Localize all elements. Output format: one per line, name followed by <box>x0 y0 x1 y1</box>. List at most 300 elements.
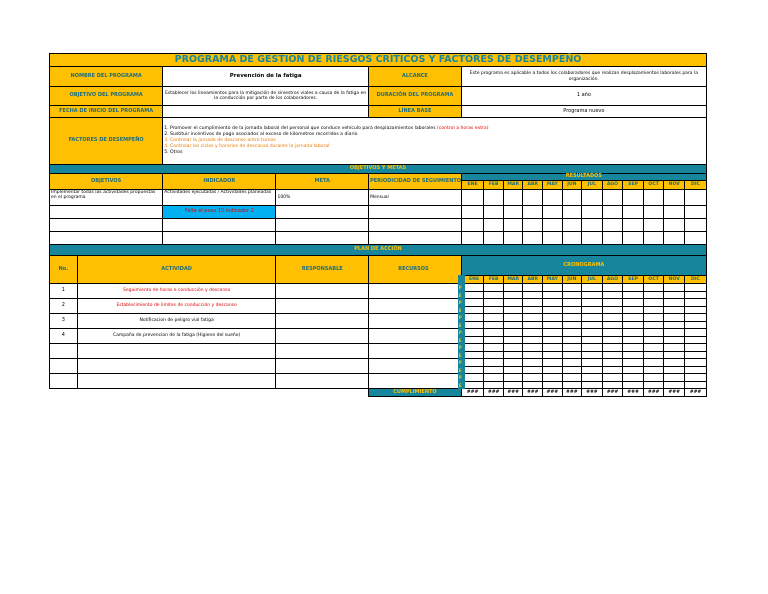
resultado-cell[interactable] <box>685 206 707 219</box>
objetivo-cell[interactable] <box>50 219 163 232</box>
resultado-cell[interactable] <box>582 219 603 232</box>
resultado-cell[interactable] <box>484 232 504 245</box>
cronograma-cell[interactable] <box>458 314 484 322</box>
plan-p-label: P <box>458 285 462 290</box>
resultados-month-sep: SEP <box>623 181 644 190</box>
periodicidad-cell[interactable] <box>369 232 462 245</box>
cronograma-cell[interactable] <box>523 321 543 329</box>
periodicidad-cell[interactable] <box>369 219 462 232</box>
resultado-cell[interactable] <box>484 190 504 206</box>
cronograma-cell[interactable] <box>543 374 563 382</box>
cronograma-cell[interactable] <box>602 329 623 337</box>
cronograma-month-abr: ABR <box>523 276 543 284</box>
recursos-cell[interactable] <box>369 359 462 374</box>
cronograma-cell[interactable] <box>643 299 664 307</box>
plan-p-label: P <box>458 315 462 320</box>
cronograma-cell[interactable] <box>685 321 707 329</box>
cronograma-cell[interactable] <box>623 366 644 374</box>
cronograma-cell[interactable] <box>503 374 523 382</box>
cronograma-cell[interactable] <box>543 306 563 314</box>
resultado-cell[interactable] <box>582 206 603 219</box>
activity-number: 3 <box>50 314 78 329</box>
resultado-cell[interactable] <box>543 232 563 245</box>
cronograma-cell[interactable] <box>582 336 603 344</box>
meta-cell[interactable] <box>276 206 369 219</box>
resultado-cell[interactable] <box>664 232 685 245</box>
pending-note[interactable]: Falta el paso 10 indicador 2 <box>163 206 276 219</box>
resultado-cell[interactable] <box>602 219 623 232</box>
cronograma-cell[interactable] <box>623 344 644 352</box>
cronograma-cell[interactable] <box>484 351 504 359</box>
cronograma-cell[interactable] <box>685 329 707 337</box>
header-objetivos: OBJETIVOS <box>50 174 163 190</box>
cumplimiento-value: ### <box>623 389 644 397</box>
cronograma-cell[interactable] <box>458 284 484 292</box>
plan-e-label: E <box>458 337 462 343</box>
cronograma-cell[interactable] <box>458 336 484 344</box>
cronograma-cell[interactable] <box>458 351 484 359</box>
meta-cell[interactable] <box>276 232 369 245</box>
cronograma-cell[interactable] <box>643 344 664 352</box>
cronograma-cell[interactable] <box>643 359 664 367</box>
factores-list <box>164 126 705 156</box>
cronograma-cell[interactable] <box>643 381 664 389</box>
resultado-cell[interactable] <box>543 190 563 206</box>
activity-number: 4 <box>50 329 78 344</box>
cronograma-cell[interactable] <box>582 291 603 299</box>
cronograma-cell[interactable] <box>685 366 707 374</box>
recursos-cell[interactable] <box>369 284 462 299</box>
cronograma-cell[interactable] <box>484 359 504 367</box>
cronograma-cell[interactable] <box>484 306 504 314</box>
cronograma-cell[interactable] <box>664 321 685 329</box>
cumplimiento-value: ### <box>503 389 523 397</box>
plan-e-label: E <box>458 367 462 373</box>
cronograma-cell[interactable] <box>602 299 623 307</box>
cronograma-cell[interactable] <box>484 314 504 322</box>
cronograma-cell[interactable] <box>562 336 582 344</box>
cronograma-cell[interactable] <box>623 321 644 329</box>
indicador-cell[interactable] <box>163 219 276 232</box>
cronograma-cell[interactable] <box>664 284 685 292</box>
cumplimiento-value: ### <box>562 389 582 397</box>
cronograma-cell[interactable] <box>562 374 582 382</box>
resultado-cell[interactable] <box>685 232 707 245</box>
cronograma-cell[interactable] <box>523 306 543 314</box>
cronograma-cell[interactable] <box>458 344 484 352</box>
resultados-month-ene: ENE <box>461 181 484 190</box>
cronograma-cell[interactable] <box>643 291 664 299</box>
cronograma-cell[interactable] <box>685 359 707 367</box>
resultado-cell[interactable] <box>602 190 623 206</box>
cronograma-cell[interactable] <box>602 314 623 322</box>
responsable-cell[interactable] <box>276 359 369 374</box>
cronograma-cell[interactable] <box>562 366 582 374</box>
meta-cell[interactable] <box>276 219 369 232</box>
cronograma-cell[interactable] <box>602 351 623 359</box>
cumplimiento-value: ### <box>602 389 623 397</box>
cronograma-cell[interactable] <box>484 299 504 307</box>
cronograma-cell[interactable] <box>685 374 707 382</box>
resultado-cell[interactable] <box>461 190 484 206</box>
cronograma-cell[interactable] <box>484 366 504 374</box>
cronograma-cell[interactable] <box>602 336 623 344</box>
resultado-cell[interactable] <box>602 206 623 219</box>
cronograma-cell[interactable] <box>685 291 707 299</box>
cronograma-month-dic: DIC <box>685 276 707 284</box>
cronograma-cell[interactable] <box>602 359 623 367</box>
cronograma-cell[interactable] <box>523 284 543 292</box>
cronograma-cell[interactable] <box>523 329 543 337</box>
activity-name[interactable]: Establecimiento de limites de conducción y descanso <box>77 299 276 314</box>
cronograma-cell[interactable] <box>562 329 582 337</box>
cronograma-cell[interactable] <box>685 336 707 344</box>
cronograma-cell[interactable] <box>664 306 685 314</box>
cronograma-cell[interactable] <box>562 321 582 329</box>
cronograma-cell[interactable] <box>458 321 484 329</box>
cronograma-cell[interactable] <box>602 291 623 299</box>
activity-name[interactable] <box>77 359 276 374</box>
resultados-month-abr: ABR <box>523 181 543 190</box>
header-recursos: RECURSOS <box>369 256 462 284</box>
cronograma-cell[interactable] <box>543 336 563 344</box>
resultado-cell[interactable] <box>543 206 563 219</box>
cronograma-cell[interactable] <box>562 291 582 299</box>
resultado-cell[interactable] <box>623 190 644 206</box>
cronograma-cell[interactable] <box>543 284 563 292</box>
cronograma-cell[interactable] <box>582 284 603 292</box>
cronograma-cell[interactable] <box>458 291 484 299</box>
resultados-month-may: MAY <box>543 181 563 190</box>
resultado-cell[interactable] <box>643 219 664 232</box>
cronograma-cell[interactable] <box>602 374 623 382</box>
cronograma-cell[interactable] <box>503 366 523 374</box>
cronograma-cell[interactable] <box>562 314 582 322</box>
cronograma-cell[interactable] <box>484 381 504 389</box>
resultados-month-nov: NOV <box>664 181 685 190</box>
periodicidad-cell[interactable]: Mensual <box>369 190 462 206</box>
cronograma-cell[interactable] <box>523 314 543 322</box>
cronograma-cell[interactable] <box>543 299 563 307</box>
cronograma-cell[interactable] <box>643 336 664 344</box>
cronograma-cell[interactable] <box>484 344 504 352</box>
periodicidad-cell[interactable] <box>369 206 462 219</box>
cronograma-cell[interactable] <box>484 374 504 382</box>
indicador-cell[interactable] <box>163 232 276 245</box>
cronograma-cell[interactable] <box>503 329 523 337</box>
cronograma-cell[interactable] <box>664 359 685 367</box>
cronograma-cell[interactable] <box>523 381 543 389</box>
header-indicador: INDICADOR <box>163 174 276 190</box>
cronograma-cell[interactable] <box>664 336 685 344</box>
meta-cell[interactable]: 100% <box>276 190 369 206</box>
cronograma-cell[interactable] <box>503 314 523 322</box>
cronograma-cell[interactable] <box>582 314 603 322</box>
cronograma-cell[interactable] <box>543 344 563 352</box>
resultado-cell[interactable] <box>664 219 685 232</box>
factores-label: FACTORES DE DESEMPEÑO <box>50 118 163 165</box>
linea-base-value[interactable]: Programa nuevo <box>461 106 706 118</box>
responsable-cell[interactable] <box>276 374 369 389</box>
indicador-cell[interactable]: Actividades ejecutadas / Actividades planeadas <box>163 190 276 206</box>
cronograma-cell[interactable] <box>523 291 543 299</box>
resultado-cell[interactable] <box>562 206 582 219</box>
cronograma-cell[interactable] <box>582 359 603 367</box>
cronograma-cell[interactable] <box>543 321 563 329</box>
cumplimiento-value: ### <box>582 389 603 397</box>
resultado-cell[interactable] <box>623 206 644 219</box>
cronograma-cell[interactable] <box>623 299 644 307</box>
cronograma-cell[interactable] <box>523 359 543 367</box>
cronograma-cell[interactable] <box>503 306 523 314</box>
cronograma-cell[interactable] <box>664 314 685 322</box>
cronograma-cell[interactable] <box>484 336 504 344</box>
cronograma-cell[interactable] <box>602 306 623 314</box>
resultados-month-dic: DIC <box>685 181 707 190</box>
activity-number <box>50 344 78 359</box>
cronograma-cell[interactable] <box>643 314 664 322</box>
cronograma-cell[interactable] <box>685 306 707 314</box>
cumplimiento-value: ### <box>523 389 543 397</box>
cronograma-cell[interactable] <box>543 314 563 322</box>
cronograma-cell[interactable] <box>562 299 582 307</box>
factores-cell[interactable] <box>163 118 707 165</box>
objetivo-cell[interactable] <box>50 232 163 245</box>
cronograma-cell[interactable] <box>562 359 582 367</box>
resultado-cell[interactable] <box>523 219 543 232</box>
cronograma-cell[interactable] <box>664 299 685 307</box>
cronograma-cell[interactable] <box>562 284 582 292</box>
resultado-cell[interactable] <box>685 219 707 232</box>
cronograma-cell[interactable] <box>582 299 603 307</box>
alcance-value[interactable]: Este programa es aplicable a todos los colaboradores que realizan desplazamientos laborales para la organización. <box>461 67 706 87</box>
cronograma-cell[interactable] <box>543 381 563 389</box>
cronograma-cell[interactable] <box>623 284 644 292</box>
resultado-cell[interactable] <box>643 206 664 219</box>
cronograma-cell[interactable] <box>685 351 707 359</box>
resultado-cell[interactable] <box>503 206 523 219</box>
resultado-cell[interactable] <box>543 219 563 232</box>
cronograma-cell[interactable] <box>503 321 523 329</box>
resultado-cell[interactable] <box>461 206 484 219</box>
cronograma-cell[interactable] <box>582 374 603 382</box>
cronograma-cell[interactable] <box>582 321 603 329</box>
cumplimiento-value: ### <box>543 389 563 397</box>
cronograma-cell[interactable] <box>643 321 664 329</box>
cronograma-cell[interactable] <box>543 359 563 367</box>
cronograma-cell[interactable] <box>643 351 664 359</box>
resultado-cell[interactable] <box>582 232 603 245</box>
resultado-cell[interactable] <box>623 232 644 245</box>
recursos-cell[interactable] <box>369 314 462 329</box>
cronograma-cell[interactable] <box>623 351 644 359</box>
cronograma-cell[interactable] <box>685 344 707 352</box>
cronograma-cell[interactable] <box>543 291 563 299</box>
activity-name[interactable] <box>77 344 276 359</box>
cronograma-cell[interactable] <box>458 329 484 337</box>
cronograma-cell[interactable] <box>664 344 685 352</box>
cronograma-cell[interactable] <box>562 306 582 314</box>
cronograma-cell[interactable] <box>523 374 543 382</box>
resultado-cell[interactable] <box>484 219 504 232</box>
cronograma-cell[interactable] <box>623 306 644 314</box>
cronograma-cell[interactable] <box>484 291 504 299</box>
cronograma-cell[interactable] <box>664 366 685 374</box>
cronograma-cell[interactable] <box>523 351 543 359</box>
responsable-cell[interactable] <box>276 299 369 314</box>
nombre-label: NOMBRE DEL PROGRAMA <box>50 67 163 87</box>
cronograma-cell[interactable] <box>503 359 523 367</box>
resultado-cell[interactable] <box>582 190 603 206</box>
cronograma-cell[interactable] <box>523 344 543 352</box>
cronograma-cell[interactable] <box>623 359 644 367</box>
resultado-cell[interactable] <box>643 232 664 245</box>
cronograma-cell[interactable] <box>458 381 484 389</box>
cronograma-cell[interactable] <box>582 329 603 337</box>
cronograma-cell[interactable] <box>503 291 523 299</box>
cronograma-cell[interactable] <box>643 329 664 337</box>
resultado-cell[interactable] <box>503 190 523 206</box>
cronograma-cell[interactable] <box>582 381 603 389</box>
cronograma-cell[interactable] <box>664 291 685 299</box>
cronograma-cell[interactable] <box>685 314 707 322</box>
responsable-cell[interactable] <box>276 344 369 359</box>
cronograma-cell[interactable] <box>602 381 623 389</box>
activity-name[interactable]: Campaña de prevencion de la fatiga (Higiene del sueño) <box>77 329 276 344</box>
cronograma-cell[interactable] <box>523 366 543 374</box>
recursos-cell[interactable] <box>369 374 462 389</box>
resultado-cell[interactable] <box>685 190 707 206</box>
cronograma-cell[interactable] <box>503 284 523 292</box>
plan-e-label: E <box>458 322 462 328</box>
cronograma-cell[interactable] <box>562 351 582 359</box>
cronograma-cell[interactable] <box>602 344 623 352</box>
cronograma-cell[interactable] <box>685 299 707 307</box>
objetivo-cell[interactable]: Implementar todas las actividades propuestas en el programa <box>50 190 163 206</box>
cronograma-cell[interactable] <box>685 381 707 389</box>
objetivo-cell[interactable] <box>50 206 163 219</box>
alcance-label: ALCANCE <box>369 67 462 87</box>
factor-text: 3. Controlar la jornada de descanso entre turnos <box>164 138 276 144</box>
cronograma-cell[interactable] <box>623 329 644 337</box>
resultado-cell[interactable] <box>623 219 644 232</box>
activity-name[interactable]: Seguimiento de horas e conducción y descanso <box>77 284 276 299</box>
cronograma-cell[interactable] <box>543 366 563 374</box>
resultado-cell[interactable] <box>503 219 523 232</box>
cronograma-cell[interactable] <box>643 374 664 382</box>
cronograma-cell[interactable] <box>503 351 523 359</box>
cronograma-cell[interactable] <box>664 351 685 359</box>
recursos-cell[interactable] <box>369 329 462 344</box>
resultado-cell[interactable] <box>562 190 582 206</box>
recursos-cell[interactable] <box>369 344 462 359</box>
nombre-value[interactable]: Prevención de la fatiga <box>163 67 369 87</box>
duracion-value[interactable]: 1 año <box>461 87 706 106</box>
cronograma-cell[interactable] <box>602 366 623 374</box>
resultado-cell[interactable] <box>484 206 504 219</box>
cronograma-cell[interactable] <box>562 381 582 389</box>
cronograma-cell[interactable] <box>623 291 644 299</box>
cronograma-cell[interactable] <box>503 344 523 352</box>
resultados-month-mar: MAR <box>503 181 523 190</box>
cronograma-cell[interactable] <box>523 336 543 344</box>
cronograma-cell[interactable] <box>623 374 644 382</box>
program-table <box>49 53 707 397</box>
activity-number: 1 <box>50 284 78 299</box>
cronograma-cell[interactable] <box>503 381 523 389</box>
resultado-cell[interactable] <box>523 206 543 219</box>
cronograma-cell[interactable] <box>643 284 664 292</box>
cronograma-cell[interactable] <box>458 306 484 314</box>
cronograma-cell[interactable] <box>664 374 685 382</box>
cronograma-cell[interactable] <box>503 336 523 344</box>
cronograma-cell[interactable] <box>623 336 644 344</box>
cronograma-cell[interactable] <box>664 381 685 389</box>
responsable-cell[interactable] <box>276 314 369 329</box>
cronograma-month-may: MAY <box>543 276 563 284</box>
cronograma-cell[interactable] <box>503 299 523 307</box>
activity-name[interactable]: Notificacion de peligro vial fatiga <box>77 314 276 329</box>
cronograma-cell[interactable] <box>602 284 623 292</box>
cronograma-cell[interactable] <box>458 366 484 374</box>
resultado-cell[interactable] <box>503 232 523 245</box>
cronograma-cell[interactable] <box>523 299 543 307</box>
resultado-cell[interactable] <box>643 190 664 206</box>
cronograma-cell[interactable] <box>458 374 484 382</box>
objetivo-value[interactable]: Establecer los lineamientos para la mitigación de siniestros viales a causa de la fatiga en la conducción por parte de los colaboradores. <box>163 87 369 106</box>
cronograma-cell[interactable] <box>582 306 603 314</box>
cronograma-cell[interactable] <box>582 344 603 352</box>
resultado-cell[interactable] <box>562 219 582 232</box>
resultados-month-jun: JUN <box>562 181 582 190</box>
resultado-cell[interactable] <box>562 232 582 245</box>
cronograma-cell[interactable] <box>623 314 644 322</box>
resultado-cell[interactable] <box>602 232 623 245</box>
resultado-cell[interactable] <box>461 219 484 232</box>
cronograma-cell[interactable] <box>543 351 563 359</box>
cronograma-cell[interactable] <box>543 329 563 337</box>
cronograma-cell[interactable] <box>664 329 685 337</box>
responsable-cell[interactable] <box>276 329 369 344</box>
cronograma-cell[interactable] <box>643 306 664 314</box>
activity-name[interactable] <box>77 374 276 389</box>
recursos-cell[interactable] <box>369 299 462 314</box>
cronograma-cell[interactable] <box>484 329 504 337</box>
cronograma-cell[interactable] <box>643 366 664 374</box>
resultado-cell[interactable] <box>523 232 543 245</box>
cronograma-cell[interactable] <box>562 344 582 352</box>
cronograma-cell[interactable] <box>623 381 644 389</box>
resultado-cell[interactable] <box>664 206 685 219</box>
cronograma-cell[interactable] <box>582 366 603 374</box>
resultados-month-ago: AGO <box>602 181 623 190</box>
cronograma-cell[interactable] <box>458 299 484 307</box>
cronograma-month-nov: NOV <box>664 276 685 284</box>
cronograma-cell[interactable] <box>484 284 504 292</box>
cronograma-cell[interactable] <box>685 284 707 292</box>
cronograma-cell[interactable] <box>582 351 603 359</box>
resultado-cell[interactable] <box>523 190 543 206</box>
responsable-cell[interactable] <box>276 284 369 299</box>
resultado-cell[interactable] <box>461 232 484 245</box>
cronograma-cell[interactable] <box>458 359 484 367</box>
cronograma-month-sep: SEP <box>623 276 644 284</box>
fecha-value[interactable] <box>163 106 369 118</box>
objetivos-section-title: OBJETIVOS Y METAS <box>50 165 707 174</box>
cronograma-cell[interactable] <box>484 321 504 329</box>
resultado-cell[interactable] <box>664 190 685 206</box>
cronograma-cell[interactable] <box>602 321 623 329</box>
